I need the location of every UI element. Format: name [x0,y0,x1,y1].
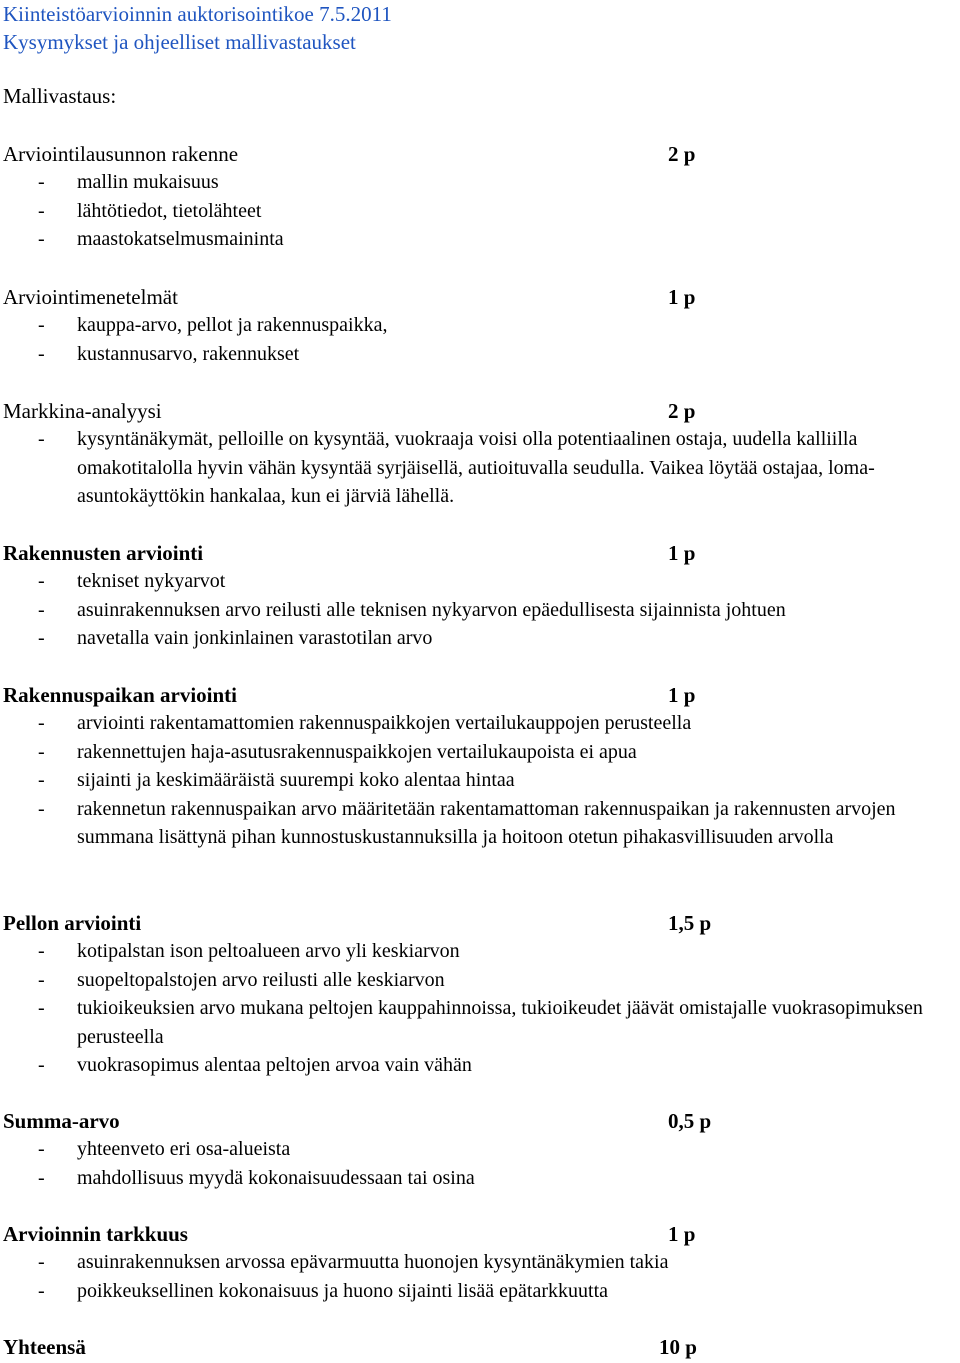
section-points: 1 p [668,285,696,309]
document-header [3,0,392,56]
section-arvioinnin-tarkkuus [0,1220,960,1305]
list-item: - kauppa-arvo, pellot ja rakennuspaikka, [0,311,960,340]
section-rakennusten-arviointi [0,539,960,653]
section-title: Summa-arvo [3,1109,120,1133]
section-summa-arvo [0,1107,960,1192]
section-yhteensa [0,1333,960,1361]
dash-marker: - [38,797,45,820]
dash-marker: - [38,1279,45,1302]
dash-marker: - [38,997,45,1019]
section-points: 1 p [668,541,696,565]
list-item: - kysyntänäkymät, pelloille on kysyntää, vuokraaja voisi olla potentiaalinen ostaja, uudella kalliilla omakotitalolla hyvin vähän kysyntää syrjäisellä, autioituvalla seudulla. Vaikea löytää ostajaa, loma-asuntokäyttökin hankalaa, kun ei järviä lähellä. [0,425,960,511]
section-markkina-analyysi [0,397,960,511]
list-item: - kotipalstan ison peltoalueen arvo yli keskiarvon [0,937,960,966]
dash-marker: - [38,570,45,592]
section-heading [0,1107,960,1135]
section-points: 0,5 p [668,1109,712,1133]
section-items [0,1135,960,1192]
section-items [0,937,960,1080]
dash-marker: - [38,1054,45,1076]
section-heading [0,1333,960,1361]
section-items [0,425,960,511]
section-points: 2 p [668,399,696,423]
dash-marker: - [38,428,45,450]
list-item: - mahdollisuus myydä kokonaisuudessaan tai osina [0,1164,960,1193]
section-title: Arviointimenetelmät [3,285,178,309]
list-item: - kustannusarvo, rakennukset [0,340,960,369]
section-title: Pellon arviointi [3,911,142,935]
section-items [0,311,960,368]
section-points: 2 p [668,142,696,166]
list-item: - sijainti ja keskimääräistä suurempi koko alentaa hintaa [0,766,960,795]
section-heading [0,539,960,567]
list-item: - arviointi rakentamattomien rakennuspaikkojen vertailukauppojen perusteella [0,709,960,738]
dash-marker: - [38,1166,45,1189]
section-arviointimenetelmat [0,283,960,368]
list-item: - asuinrakennuksen arvossa epävarmuutta huonojen kysyntänäkymien takia [0,1248,960,1277]
total-points: 10 p [659,1335,697,1359]
list-item: - poikkeuksellinen kokonaisuus ja huono sijainti lisää epätarkkuutta [0,1277,960,1306]
dash-marker: - [38,1138,45,1160]
dash-marker: - [38,740,45,763]
dash-marker: - [38,712,45,734]
section-heading [0,681,960,709]
list-item: - lähtötiedot, tietolähteet [0,197,960,226]
section-heading [0,283,960,311]
list-item: - tekniset nykyarvot [0,567,960,596]
section-pellon-arviointi [0,909,960,1080]
list-item: - yhteenveto eri osa-alueista [0,1135,960,1164]
section-heading [0,397,960,425]
section-items [0,567,960,653]
list-item: - rakennettujen haja-asutusrakennuspaikkojen vertailukaupoista ei apua [0,738,960,767]
model-answer-label: Mallivastaus: [3,84,117,108]
section-arviointilausunnon-rakenne [0,140,960,254]
header-subtitle: Kysymykset ja ohjeelliset mallivastaukset [3,30,356,54]
section-points: 1,5 p [668,911,712,935]
dash-marker: - [38,199,45,222]
dash-marker: - [38,171,45,193]
section-items [0,709,960,852]
dash-marker: - [38,342,45,365]
section-title: Markkina-analyysi [3,399,162,423]
section-title: Yhteensä [3,1335,86,1359]
dash-marker: - [38,940,45,962]
list-item: - mallin mukaisuus [0,168,960,197]
dash-marker: - [38,314,45,336]
section-heading [0,909,960,937]
section-heading [0,1220,960,1248]
list-item: - vuokrasopimus alentaa peltojen arvoa vain vähän [0,1051,960,1080]
list-item: - rakennetun rakennuspaikan arvo määritetään rakentamattoman rakennuspaikan ja rakennusten arvojen summana lisättynä pihan kunnostuskustannuksilla ja hoitoon otetun pihakasvillisuuden arvolla [0,795,960,852]
section-rakennuspaikan-arviointi [0,681,960,852]
section-items [0,1248,960,1305]
section-items [0,168,960,254]
dash-marker: - [38,228,45,250]
section-points: 1 p [668,683,696,707]
list-item: - maastokatselmusmaininta [0,225,960,254]
section-heading [0,140,960,168]
section-title: Rakennusten arviointi [3,541,204,565]
section-title: Arviointilausunnon rakenne [3,142,239,166]
section-points: 1 p [668,1222,696,1246]
dash-marker: - [38,627,45,649]
list-item: - tukioikeuksien arvo mukana peltojen kauppahinnoissa, tukioikeudet jäävät omistajalle vuokrasopimuksen perusteella [0,994,960,1051]
list-item: - asuinrakennuksen arvo reilusti alle teknisen nykyarvon epäedullisesta sijainnista johtuen [0,596,960,625]
dash-marker: - [38,1251,45,1273]
dash-marker: - [38,598,45,621]
dash-marker: - [38,769,45,791]
section-title: Rakennuspaikan arviointi [3,683,237,707]
list-item: - suopeltopalstojen arvo reilusti alle keskiarvon [0,966,960,995]
list-item: - navetalla vain jonkinlainen varastotilan arvo [0,624,960,653]
header-title: Kiinteistöarvioinnin auktorisointikoe 7.5.2011 [3,2,392,26]
dash-marker: - [38,968,45,991]
section-title: Arvioinnin tarkkuus [3,1222,188,1246]
